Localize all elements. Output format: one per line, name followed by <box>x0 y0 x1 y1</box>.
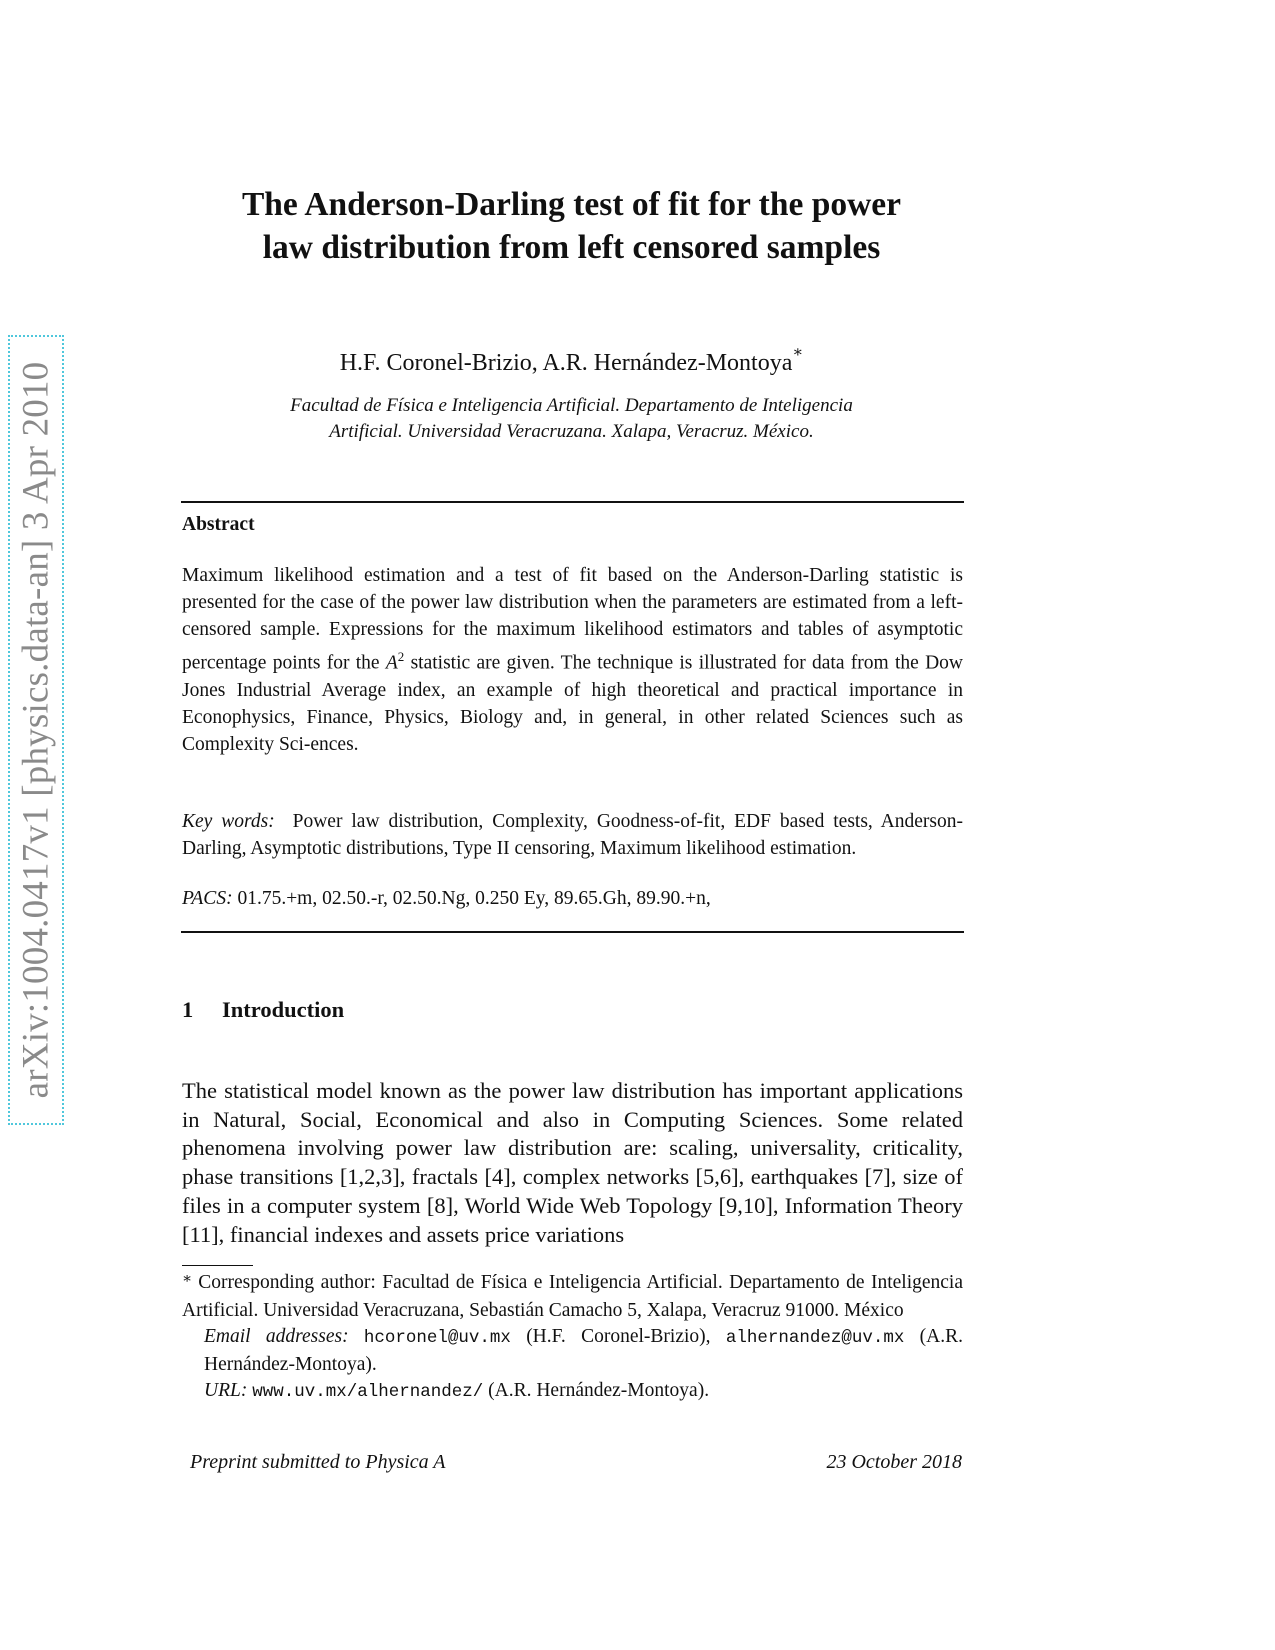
title-line-2: law distribution from left censored samples <box>262 229 881 266</box>
abstract-text-1: Maximum likelihood estimation and a test of fit based on the Anderson-Darling statistic is presented for the case of the power law distribution when the parameters are estimated from a left-censored sample. Expressions for the maximum likelihood estimators and tables of asymptotic percentage points for the <box>182 565 963 674</box>
keywords-label: Key words: <box>182 811 275 832</box>
author-names: H.F. Coronel-Brizio, A.R. Hernández-Montoya <box>339 350 793 376</box>
title-line-1: The Anderson-Darling test of fit for the power <box>241 186 902 223</box>
pacs-codes: 01.75.+m, 02.50.-r, 02.50.Ng, 0.250 Ey, 89.65.Gh, 89.90.+n, <box>237 888 711 909</box>
keywords <box>182 808 963 862</box>
footnote-mark: ∗ <box>182 1271 193 1287</box>
email-link-2[interactable]: alhernandez@uv.mx <box>725 1328 905 1348</box>
a2-symbol: A <box>385 652 398 674</box>
url-label: URL: <box>204 1380 248 1401</box>
affiliation-line-1: Facultad de Física e Inteligencia Artificial. Departamento de Inteligencia <box>290 395 853 416</box>
email-label: Email addresses: <box>204 1326 349 1347</box>
footnote-url <box>182 1378 963 1406</box>
footer-journal: Preprint submitted to Physica A <box>190 1451 446 1473</box>
section-title: Introduction <box>222 997 345 1022</box>
affiliation-line-2: Artificial. Universidad Veracruzana. Xalapa, Veracruz. México. <box>329 421 814 442</box>
footnote <box>182 1270 963 1406</box>
footnote-corresponding <box>182 1270 963 1324</box>
arxiv-stamp <box>8 335 64 1125</box>
abstract-text-2: statistic are given. The technique is illustrated for data from the Dow Jones Industrial Average index, an example of high theoretical and practical importance in Econophysics, Finance, Physics, Biology and, in general, in other related Sciences such as Complexity Sci-ences. <box>182 652 964 755</box>
a2-exponent: 2 <box>397 649 405 664</box>
arxiv-identifier: arXiv:1004.0417v1 [physics.data-an] 3 Apr 2010 <box>15 361 57 1099</box>
url-link[interactable]: www.uv.mx/alhernandez/ <box>252 1382 484 1402</box>
pacs-label: PACS: <box>182 888 233 909</box>
abstract-top-rule <box>181 501 964 503</box>
email-link-1[interactable]: hcoronel@uv.mx <box>363 1328 511 1348</box>
paper-title <box>180 183 963 269</box>
email-owner-2: (A.R. Hernández-Montoya). <box>204 1326 963 1375</box>
section-number: 1 <box>182 997 194 1022</box>
keywords-text: Power law distribution, Complexity, Goodness-of-fit, EDF based tests, Anderson-Darling, Asymptotic distributions, Type II censoring, Maximum likelihood estimation. <box>182 811 963 859</box>
email-owner-1: (H.F. Coronel-Brizio), <box>526 1326 711 1347</box>
footnote-corresponding-text: Corresponding author: Facultad de Física e Inteligencia Artificial. Departamento de Inteligencia Artificial. Universidad Veracruzana, Sebastián Camacho 5, Xalapa, Veracruz 91000. México <box>182 1272 963 1321</box>
footer-date: 23 October 2018 <box>826 1451 962 1473</box>
footnote-rule <box>182 1265 253 1266</box>
footnote-emails <box>182 1324 963 1378</box>
section-heading <box>182 997 344 1023</box>
affiliation <box>180 393 963 445</box>
abstract-body <box>182 562 963 758</box>
corresponding-mark: ∗ <box>792 344 804 361</box>
url-owner: (A.R. Hernández-Montoya). <box>488 1380 710 1401</box>
intro-paragraph: The statistical model known as the power law distribution has important applications in Natural, Social, Economical and also in Computing Sciences. Some related phenomena involving power law distribution are: scaling, universality, criticality, phase transitions [1,2,3], fractals [4], complex networks [5,6], earthquakes [7], size of files in a computer system [8], World Wide Web Topology [9,10], Information Theory [11], financial indexes and assets price variations <box>182 1078 963 1247</box>
author-list <box>180 340 963 380</box>
pacs <box>182 888 711 910</box>
abstract-bottom-rule <box>181 931 964 933</box>
abstract-heading: Abstract <box>182 514 255 535</box>
